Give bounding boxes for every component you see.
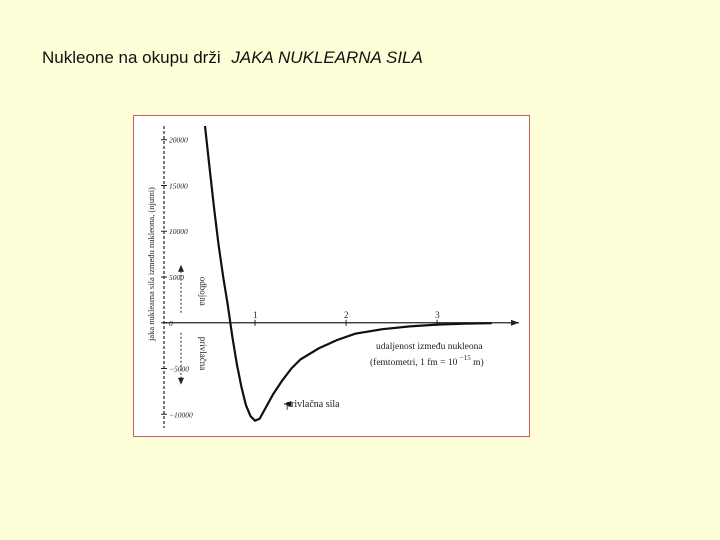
title-prefix: Nukleone na okupu drži <box>42 48 221 67</box>
y-tick-label: −10000 <box>169 410 193 420</box>
x-axis-unit-suffix: m) <box>473 357 484 368</box>
y-axis-label: jaka nuklearna sila između nukleona, (njutni) <box>146 187 156 341</box>
y-tick-label: 20000 <box>169 135 188 145</box>
x-tick-label: 3 <box>435 309 440 320</box>
x-tick-label: 2 <box>344 309 349 320</box>
x-axis-label: udaljenost između nukleona <box>376 341 483 352</box>
up-arrowhead <box>178 265 184 272</box>
axes <box>164 126 519 428</box>
attractive-label: privlačna <box>198 336 208 371</box>
x-ticks <box>253 310 440 326</box>
y-tick-label: 15000 <box>169 181 188 191</box>
y-ticks <box>161 136 193 420</box>
y-tick-label: 0 <box>169 318 173 328</box>
x-tick-label: 1 <box>253 309 258 320</box>
y-tick-label: 5000 <box>169 273 184 282</box>
curve-label: privlačna sila <box>286 399 340 410</box>
x-axis-arrowhead <box>511 320 519 326</box>
x-axis-unit-main: (femtometri, 1 fm = 10 <box>370 357 458 368</box>
force-chart <box>133 115 530 437</box>
slide-title <box>42 48 423 68</box>
x-axis-unit-exponent: −15 <box>459 353 471 362</box>
x-axis-unit-label <box>370 353 484 368</box>
y-tick-label: −5000 <box>169 364 190 374</box>
repulsive-label: odbojna <box>198 276 208 306</box>
chart-svg <box>134 116 529 436</box>
force-curve <box>205 126 492 421</box>
title-emphasis: JAKA NUKLEARNA SILA <box>231 48 423 67</box>
down-arrowhead <box>178 378 184 385</box>
y-tick-label: 10000 <box>169 227 188 237</box>
